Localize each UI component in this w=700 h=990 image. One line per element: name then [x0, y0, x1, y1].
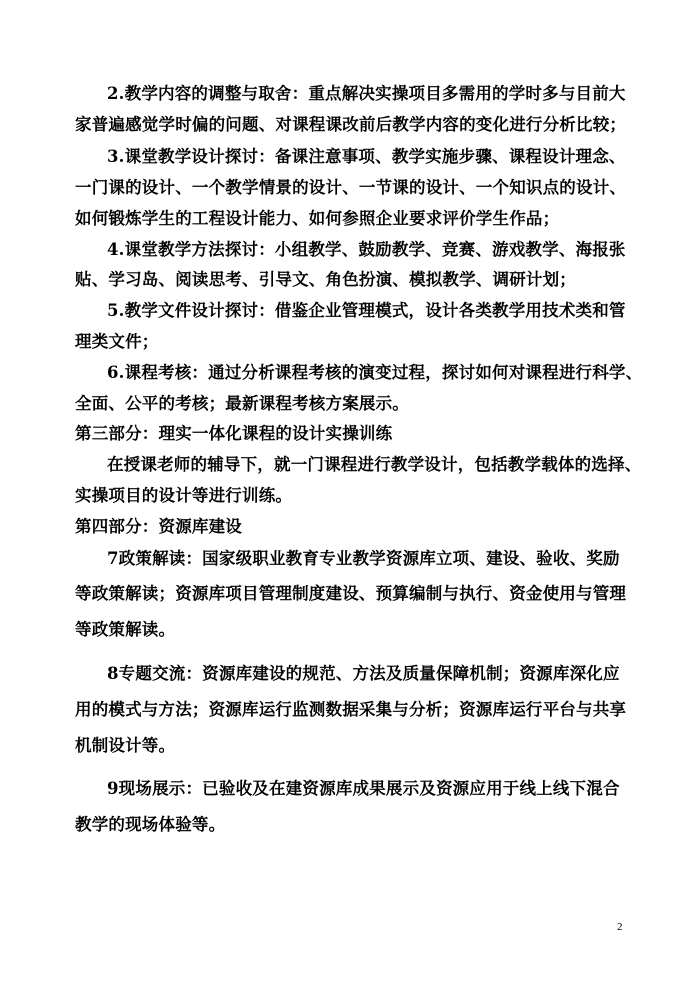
text-line: 用的模式与方法；资源库运行监测数据采集与分析；资源库运行平台与共享 — [75, 700, 627, 719]
text-line: 实操项目的设计等进行训练。 — [75, 486, 293, 505]
text-line: 贴、学习岛、阅读思考、引导文、角色扮演、模拟教学、调研计划； — [75, 270, 576, 289]
text-line: 机制设计等。 — [75, 736, 176, 755]
text-line: 7政策解读：国家级职业教育专业教学资源库立项、建设、验收、奖励 — [107, 549, 620, 568]
text-line: 全面、公平的考核；最新课程考核方案展示。 — [75, 394, 409, 413]
text-line: 在授课老师的辅导下，就一门课程进行教学设计，包括教学载体的选择、 — [107, 455, 642, 474]
text-line: 等政策解读。 — [75, 620, 176, 639]
text-line: 一门课的设计、一个教学情景的设计、一节课的设计、一个知识点的设计、 — [75, 178, 627, 197]
text-line: 5.教学文件设计探讨：借鉴企业管理模式，设计各类教学用技术类和管 — [107, 301, 626, 320]
text-line: 3.课堂教学设计探讨：备课注意事项、教学实施步骤、课程设计理念、 — [107, 147, 626, 166]
section-heading: 第三部分：理实一体化课程的设计实操训练 — [75, 424, 393, 443]
text-line: 如何锻炼学生的工程设计能力、如何参照企业要求评价学生作品； — [75, 209, 560, 228]
text-line: 教学的现场体验等。 — [75, 815, 226, 834]
text-line: 理类文件； — [75, 332, 159, 351]
text-line: 2.教学内容的调整与取舍：重点解决实操项目多需用的学时多与目前大 — [107, 84, 626, 103]
page-number: 2 — [617, 921, 623, 933]
text-line: 等政策解读；资源库项目管理制度建设、预算编制与执行、资金使用与管理 — [75, 584, 627, 603]
section-heading: 第四部分：资源库建设 — [75, 517, 242, 536]
text-line: 6.课程考核：通过分析课程考核的演变过程，探讨如何对课程进行科学、 — [107, 363, 643, 382]
text-line: 8专题交流：资源库建设的规范、方法及质量保障机制；资源库深化应 — [107, 664, 620, 683]
text-line: 家普遍感觉学时偏的问题、对课程课改前后教学内容的变化进行分析比较； — [75, 115, 627, 134]
text-line: 4.课堂教学方法探讨：小组教学、鼓励教学、竞赛、游戏教学、海报张 — [107, 240, 626, 259]
text-line: 9现场展示：已验收及在建资源库成果展示及资源应用于线上线下混合 — [107, 779, 620, 798]
